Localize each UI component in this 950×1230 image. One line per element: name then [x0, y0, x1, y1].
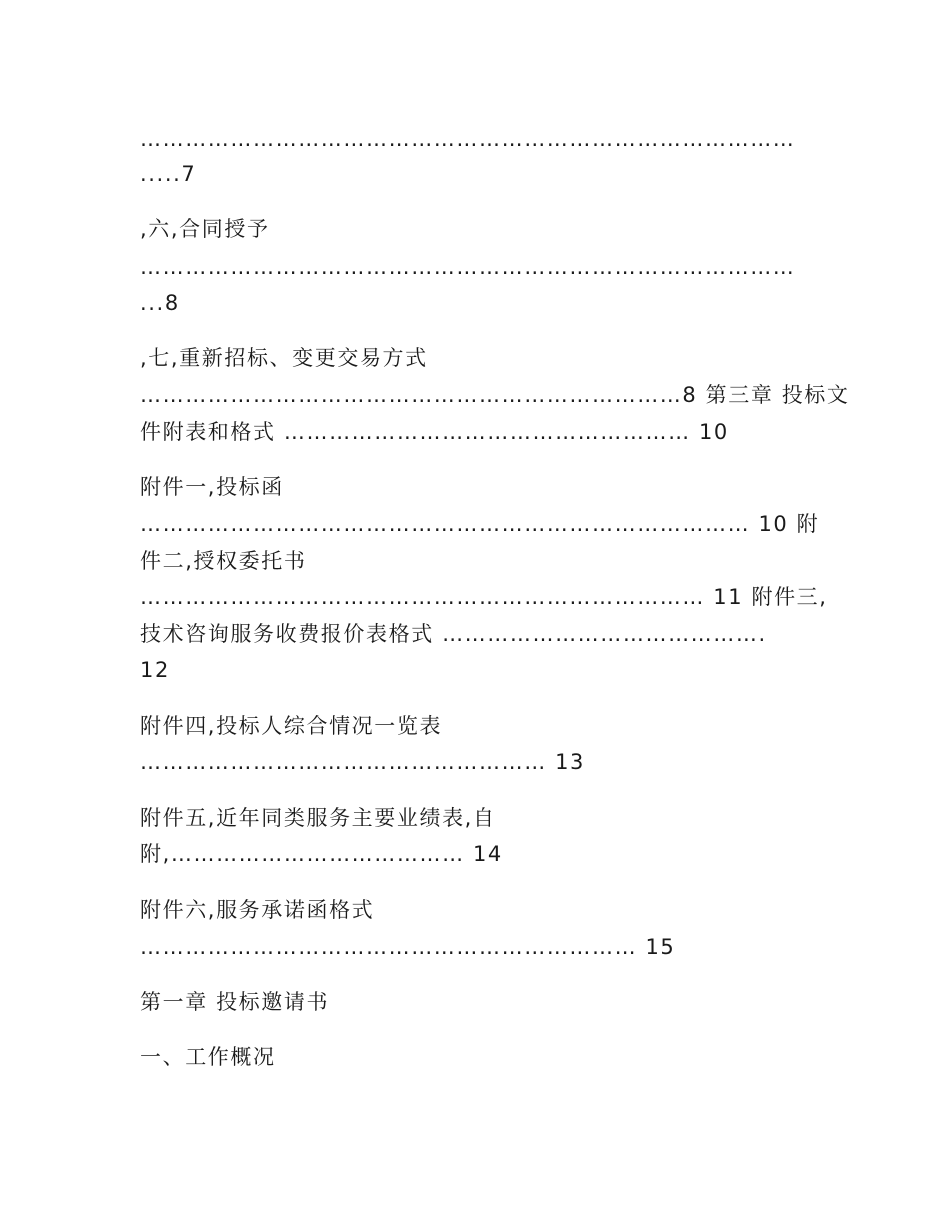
- toc-entry-attachment-six: 附件六,服务承诺函格式: [140, 898, 375, 922]
- toc-entry-attachment-three: 技术咨询服务收费报价表格式 …………………………………….: [140, 622, 767, 646]
- toc-entry-chapter-three: ………………………………………………………………8 第三章 投标文: [140, 383, 850, 407]
- toc-entry-attachment-two: 件二,授权委托书: [140, 549, 307, 573]
- toc-entry-attachment-four: 附件四,投标人综合情况一览表: [140, 714, 443, 738]
- chapter-one-heading: 第一章 投标邀请书: [140, 990, 330, 1014]
- toc-leader-line: ……………………………………………… 13: [140, 750, 585, 774]
- toc-entry-attachment-one: 附件一,投标函: [140, 475, 284, 499]
- section-heading-work-overview: 一、工作概况: [140, 1045, 276, 1069]
- toc-page-number-12: 12: [140, 658, 170, 682]
- toc-entry-contract-award: ,六,合同授予: [140, 217, 270, 241]
- toc-page-number-7: .....7: [140, 162, 197, 186]
- toc-entry-attachment-five-cont: 附,………………………………… 14: [140, 842, 503, 866]
- toc-entry-chapter-three-cont: 件附表和格式 ……………………………………………… 10: [140, 420, 729, 444]
- toc-leader-line: ………………………………………………………………… 11 附件三,: [140, 585, 828, 609]
- toc-leader-line: ……………………………………………………………………………: [140, 255, 796, 279]
- toc-leader-line: ……………………………………………………………………………: [140, 127, 796, 151]
- toc-entry-attachment-five: 附件五,近年同类服务主要业绩表,自: [140, 806, 496, 830]
- toc-page-number-8: ...8: [140, 291, 180, 315]
- toc-leader-line: ……………………………………………………………………… 10 附: [140, 512, 820, 536]
- toc-entry-rebid: ,七,重新招标、变更交易方式: [140, 346, 428, 370]
- toc-leader-line: ………………………………………………………… 15: [140, 935, 676, 959]
